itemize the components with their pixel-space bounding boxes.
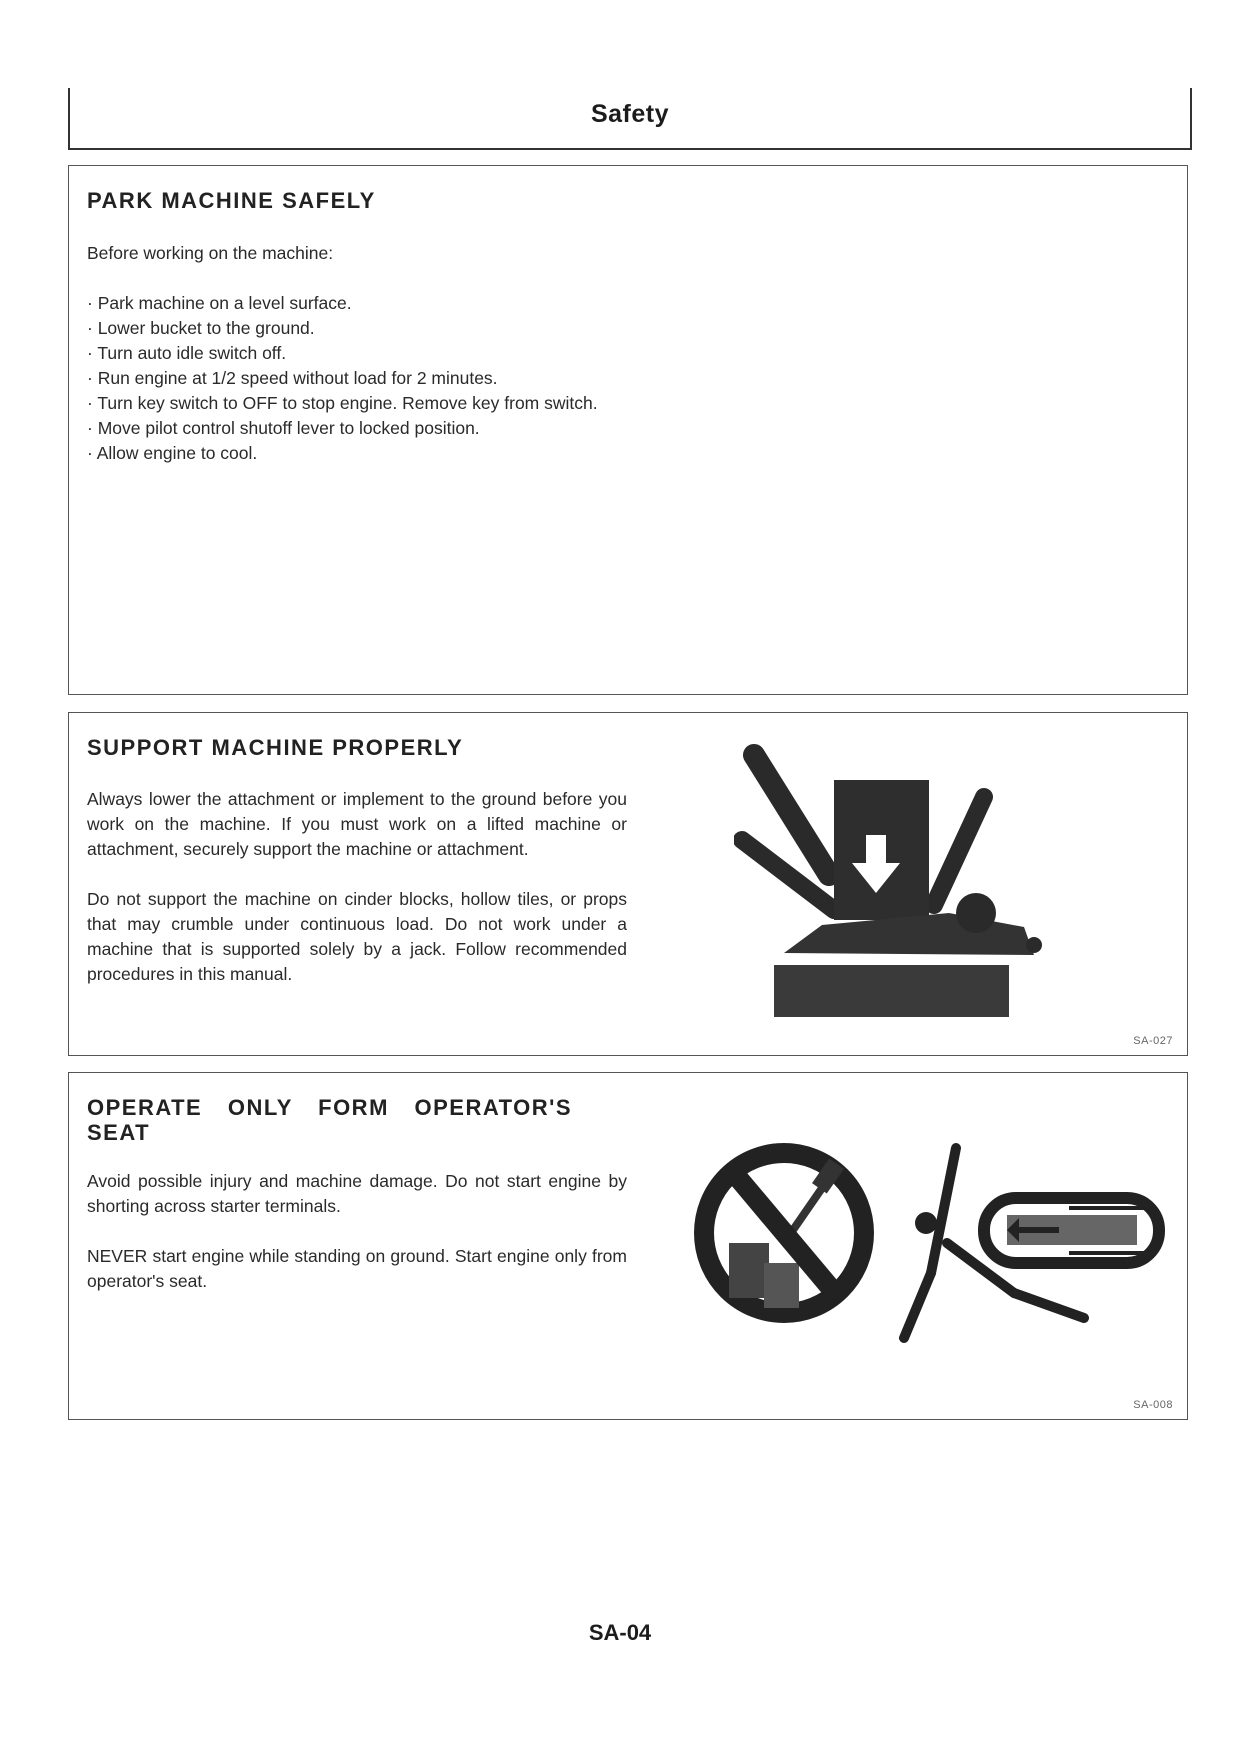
instruction-list — [87, 291, 627, 466]
list-item: · Move pilot control shutoff lever to locked position. — [87, 416, 627, 441]
section-body — [87, 787, 627, 1012]
list-item: · Lower bucket to the ground. — [87, 316, 627, 341]
list-item: · Allow engine to cool. — [87, 441, 627, 466]
crawler-track-icon — [984, 1198, 1159, 1263]
section-operate-only-from-seat — [68, 1072, 1188, 1420]
section-title: SUPPORT MACHINE PROPERLY — [87, 735, 464, 760]
operator-seat-illustration — [689, 1123, 1169, 1378]
support-machine-illustration — [734, 735, 1174, 1035]
section-support-machine-properly — [68, 712, 1188, 1056]
section-title: OPERATE ONLY FORM OPERATOR'S SEAT — [87, 1095, 573, 1145]
paragraph: Always lower the attachment or implement to the ground before you work on the machine. If you must work on a lifted machine or attachment, securely support the machine or attachment. — [87, 789, 627, 859]
figure-code: SA-027 — [1133, 1035, 1173, 1047]
list-item: · Turn auto idle switch off. — [87, 341, 627, 366]
intro-text: Before working on the machine: — [87, 243, 334, 263]
section-body — [87, 241, 627, 466]
figure-code: SA-008 — [1133, 1399, 1173, 1411]
list-item: · Run engine at 1/2 speed without load for 2 minutes. — [87, 366, 627, 391]
page-title: Safety — [590, 100, 670, 128]
paragraph: Do not support the machine on cinder blocks, hollow tiles, or props that may crumble under continuous load. Do not work under a machine that is supported solely by a jack. Follow recommended procedures in this manual. — [87, 889, 627, 984]
page-number: SA-04 — [588, 1620, 652, 1645]
paragraph: Avoid possible injury and machine damage. Do not start engine by shorting across starter terminals. — [87, 1171, 627, 1216]
page-header — [68, 88, 1192, 150]
tilted-frame — [784, 913, 1034, 955]
prohibited-shorting-icon — [704, 1153, 864, 1313]
paragraph: NEVER start engine while standing on ground. Start engine only from operator's seat. — [87, 1246, 627, 1291]
wheel-icon — [956, 893, 996, 933]
section-park-machine-safely — [68, 165, 1188, 695]
ground-base — [774, 965, 1009, 1017]
list-item: · Turn key switch to OFF to stop engine. Remove key from switch. — [87, 391, 627, 416]
section-title: PARK MACHINE SAFELY — [87, 188, 376, 213]
list-item: · Park machine on a level surface. — [87, 291, 627, 316]
section-body — [87, 1169, 627, 1319]
